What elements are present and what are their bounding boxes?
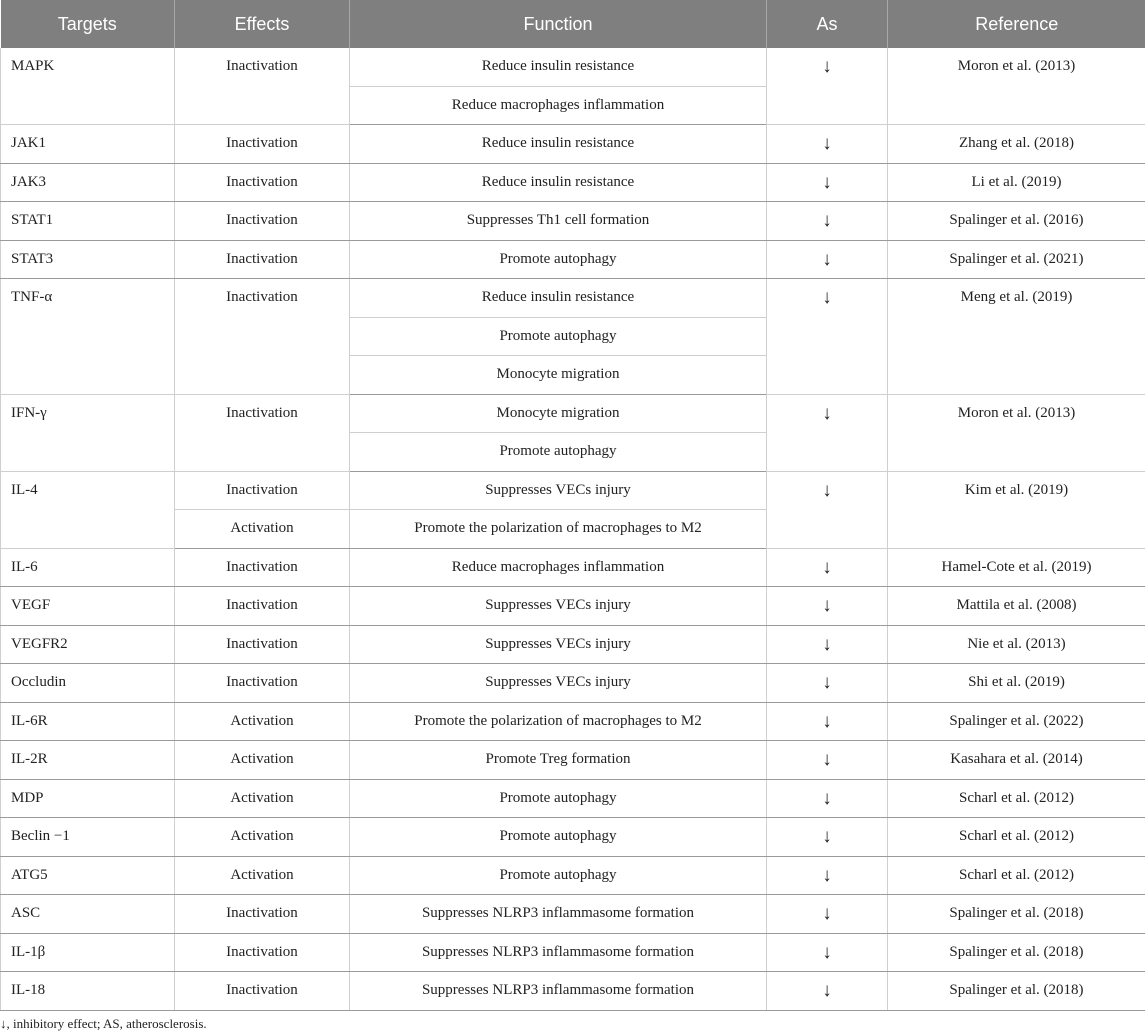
effect-cell: Inactivation [175,240,350,279]
effect-cell: Inactivation [175,664,350,703]
as-cell: ↓ [767,125,888,164]
target-cell: TNF-α [1,279,175,395]
effect-cell: Inactivation [175,548,350,587]
function-cell: Suppresses Th1 cell formation [350,202,767,241]
target-cell: JAK1 [1,125,175,164]
header-function: Function [350,0,767,48]
function-cell: Suppresses NLRP3 inflammasome formation [350,933,767,972]
effect-cell: Activation [175,702,350,741]
effect-cell: Activation [175,818,350,857]
function-cell: Suppresses VECs injury [350,471,767,510]
reference-cell: Scharl et al. (2012) [888,779,1145,818]
reference-cell: Spalinger et al. (2021) [888,240,1145,279]
effect-cell: Inactivation [175,394,350,471]
as-cell: ↓ [767,895,888,934]
table-row [1,895,1145,934]
function-cell: Promote the polarization of macrophages to M2 [350,702,767,741]
reference-cell: Scharl et al. (2012) [888,818,1145,857]
function-cell: Suppresses VECs injury [350,664,767,703]
as-cell: ↓ [767,664,888,703]
effect-cell: Inactivation [175,163,350,202]
reference-cell: Nie et al. (2013) [888,625,1145,664]
target-cell: IL-2R [1,741,175,780]
as-cell: ↓ [767,933,888,972]
table-row [1,394,1145,433]
function-cell: Reduce macrophages inflammation [350,86,767,125]
table-footnote: ↓, inhibitory effect; AS, atherosclerosis. [0,1016,207,1031]
table-row [1,279,1145,318]
function-cell: Suppresses VECs injury [350,625,767,664]
function-cell: Reduce insulin resistance [350,163,767,202]
target-cell: Occludin [1,664,175,703]
table-row [1,163,1145,202]
table-row [1,202,1145,241]
effect-cell: Inactivation [175,625,350,664]
function-cell: Promote autophagy [350,433,767,472]
table-row [1,779,1145,818]
as-cell: ↓ [767,471,888,548]
function-cell: Promote autophagy [350,779,767,818]
as-cell: ↓ [767,972,888,1011]
reference-cell: Scharl et al. (2012) [888,856,1145,895]
target-cell: VEGF [1,587,175,626]
header-row [1,0,1145,48]
effect-cell: Inactivation [175,895,350,934]
function-cell: Monocyte migration [350,394,767,433]
reference-cell: Hamel-Cote et al. (2019) [888,548,1145,587]
reference-cell: Spalinger et al. (2018) [888,933,1145,972]
target-cell: VEGFR2 [1,625,175,664]
target-cell: ASC [1,895,175,934]
as-cell: ↓ [767,48,888,125]
target-cell: IL-6 [1,548,175,587]
target-cell: JAK3 [1,163,175,202]
target-cell: STAT1 [1,202,175,241]
header-targets: Targets [1,0,175,48]
table-row [1,741,1145,780]
as-cell: ↓ [767,587,888,626]
function-cell: Suppresses NLRP3 inflammasome formation [350,972,767,1011]
function-cell: Suppresses VECs injury [350,587,767,626]
table-row [1,664,1145,703]
table-row [1,471,1145,510]
function-cell: Reduce insulin resistance [350,125,767,164]
reference-cell: Spalinger et al. (2016) [888,202,1145,241]
reference-cell: Shi et al. (2019) [888,664,1145,703]
function-cell: Monocyte migration [350,356,767,395]
reference-cell: Spalinger et al. (2018) [888,895,1145,934]
as-cell: ↓ [767,702,888,741]
as-cell: ↓ [767,779,888,818]
function-cell: Reduce insulin resistance [350,48,767,86]
effect-cell: Activation [175,741,350,780]
table-row [1,625,1145,664]
reference-cell: Mattila et al. (2008) [888,587,1145,626]
effect-cell: Inactivation [175,202,350,241]
target-cell: ATG5 [1,856,175,895]
table-row [1,933,1145,972]
table-row [1,702,1145,741]
effect-cell: Activation [175,856,350,895]
effect-cell: Activation [175,779,350,818]
target-cell: IL-18 [1,972,175,1011]
effect-cell: Inactivation [175,933,350,972]
table-row [1,587,1145,626]
header-as: As [767,0,888,48]
effect-cell: Inactivation [175,471,350,510]
effect-cell: Inactivation [175,587,350,626]
function-cell: Reduce macrophages inflammation [350,548,767,587]
target-cell: MAPK [1,48,175,125]
as-cell: ↓ [767,741,888,780]
table-row [1,856,1145,895]
reference-cell: Meng et al. (2019) [888,279,1145,395]
target-cell: IL-4 [1,471,175,548]
function-cell: Promote the polarization of macrophages to M2 [350,510,767,549]
effect-cell: Inactivation [175,279,350,395]
as-cell: ↓ [767,625,888,664]
effect-cell: Inactivation [175,48,350,125]
as-cell: ↓ [767,240,888,279]
as-cell: ↓ [767,279,888,395]
table-row [1,548,1145,587]
function-cell: Promote autophagy [350,317,767,356]
effect-cell: Inactivation [175,972,350,1011]
header-effects: Effects [175,0,350,48]
table-row [1,48,1145,86]
as-cell: ↓ [767,394,888,471]
header-reference: Reference [888,0,1145,48]
effect-cell: Activation [175,510,350,549]
reference-cell: Kim et al. (2019) [888,471,1145,548]
reference-cell: Moron et al. (2013) [888,48,1145,125]
function-cell: Reduce insulin resistance [350,279,767,318]
reference-cell: Kasahara et al. (2014) [888,741,1145,780]
as-cell: ↓ [767,818,888,857]
function-cell: Promote Treg formation [350,741,767,780]
table-row [1,240,1145,279]
table-row [1,818,1145,857]
target-cell: Beclin −1 [1,818,175,857]
as-cell: ↓ [767,856,888,895]
table-row [1,125,1145,164]
reference-cell: Moron et al. (2013) [888,394,1145,471]
as-cell: ↓ [767,163,888,202]
target-cell: IL-1β [1,933,175,972]
reference-cell: Zhang et al. (2018) [888,125,1145,164]
target-cell: MDP [1,779,175,818]
target-cell: IFN-γ [1,394,175,471]
function-cell: Suppresses NLRP3 inflammasome formation [350,895,767,934]
reference-cell: Li et al. (2019) [888,163,1145,202]
function-cell: Promote autophagy [350,240,767,279]
effect-cell: Inactivation [175,125,350,164]
as-cell: ↓ [767,202,888,241]
as-cell: ↓ [767,548,888,587]
target-cell: STAT3 [1,240,175,279]
target-cell: IL-6R [1,702,175,741]
reference-cell: Spalinger et al. (2018) [888,972,1145,1011]
function-cell: Promote autophagy [350,818,767,857]
reference-cell: Spalinger et al. (2022) [888,702,1145,741]
table-row [1,972,1145,1011]
function-cell: Promote autophagy [350,856,767,895]
